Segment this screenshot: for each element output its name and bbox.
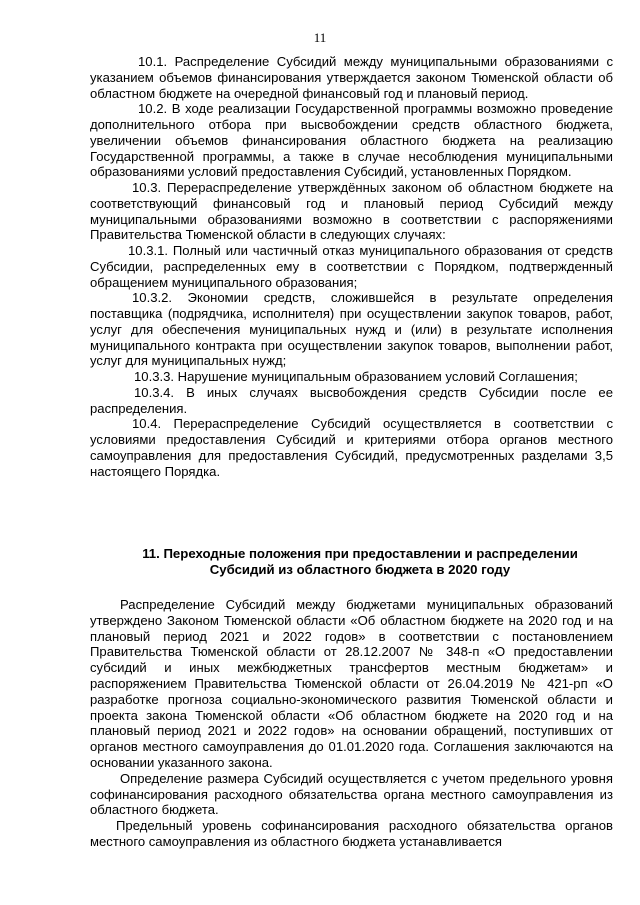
paragraph-10-3-1: 10.3.1. Полный или частичный отказ муниципального образования от средств Субсидии, распределенных ему в соответствии с Порядком, подтвержденный обращением муниципального образования;: [90, 243, 613, 290]
paragraph-10-3: 10.3. Перераспределение утверждённых законом об областном бюджете на соответствующий финансовый год и плановый период Субсидий между муниципальными образованиями возможно в соответствии с распоряжениями Правительства Тюменской области в следующих случаях:: [90, 180, 613, 243]
section-10-body: [90, 54, 613, 479]
paragraph-10-3-2: 10.3.2. Экономии средств, сложившейся в результате определения поставщика (подрядчика, исполнителя) при осуществлении закупок товаров, работ, услуг для обеспечения муниципальных нужд и (или) в результате исполнения муниципального контракта при осуществлении закупок товаров, выполнении работ, услуг для муниципальных нужд;: [90, 290, 613, 369]
paragraph-11-distribution: Распределение Субсидий между бюджетами муниципальных образований утверждено Законом Тюменской области «Об областном бюджете на 2020 год и на плановый период 2021 и 2022 годов» в соответствии с постановлением Правительства Тюменской области от 28.12.2007 № 348-п «О предоставлении субсидий и иных межбюджетных трансфертов местным бюджетам» и распоряжением Правительства Тюменской области от 26.04.2019 № 421-рп «О разработке прогноза социально-экономического развития Тюменской области и проекта закона Тюменской области «Об областном бюджете на 2020 год и на плановый период 2021 и 2022 годов» на основании обращений, поступивших от органов местного самоуправления до 01.01.2020 года. Соглашения заключаются на основании указанного закона.: [90, 597, 613, 770]
section-11-body: [90, 597, 613, 850]
paragraph-11-limit: Предельный уровень софинансирования расходного обязательства органов местного самоуправления из областного бюджета устанавливается: [90, 818, 613, 849]
paragraph-10-1: 10.1. Распределение Субсидий между муниципальными образованиями с указанием объемов финансирования утверждается законом Тюменской области об областном бюджете на очередной финансовый год и плановый период.: [90, 54, 613, 101]
paragraph-10-3-4: 10.3.4. В иных случаях высвобождения средств Субсидии после ее распределения.: [90, 384, 613, 416]
paragraph-11-amount: Определение размера Субсидий осуществляется с учетом предельного уровня софинансирования расходного обязательства органа местного самоуправления из областного бюджета.: [90, 770, 613, 818]
page-number: 11: [313, 30, 327, 45]
section-11-heading: 11. Переходные положения при предоставлении и распределении Субсидий из областного бюджета в 2020 году: [142, 546, 578, 577]
paragraph-10-3-3: 10.3.3. Нарушение муниципальным образованием условий Соглашения;: [134, 369, 578, 384]
paragraph-10-2: 10.2. В ходе реализации Государственной программы возможно проведение дополнительного отбора при высвобождении средств областного бюджета, увеличении объемов финансирования областного бюджета на реализацию Государственной программы, а также в случае несоблюдения муниципальными образованиями условий предоставления Субсидий, установленных Порядком.: [90, 101, 613, 180]
paragraph-10-4: 10.4. Перераспределение Субсидий осуществляется в соответствии с условиями предоставления Субсидий и критериями отбора органов местного самоуправления для предоставления Субсидий, предусмотренных разделами 3,5 настоящего Порядка.: [90, 416, 613, 479]
